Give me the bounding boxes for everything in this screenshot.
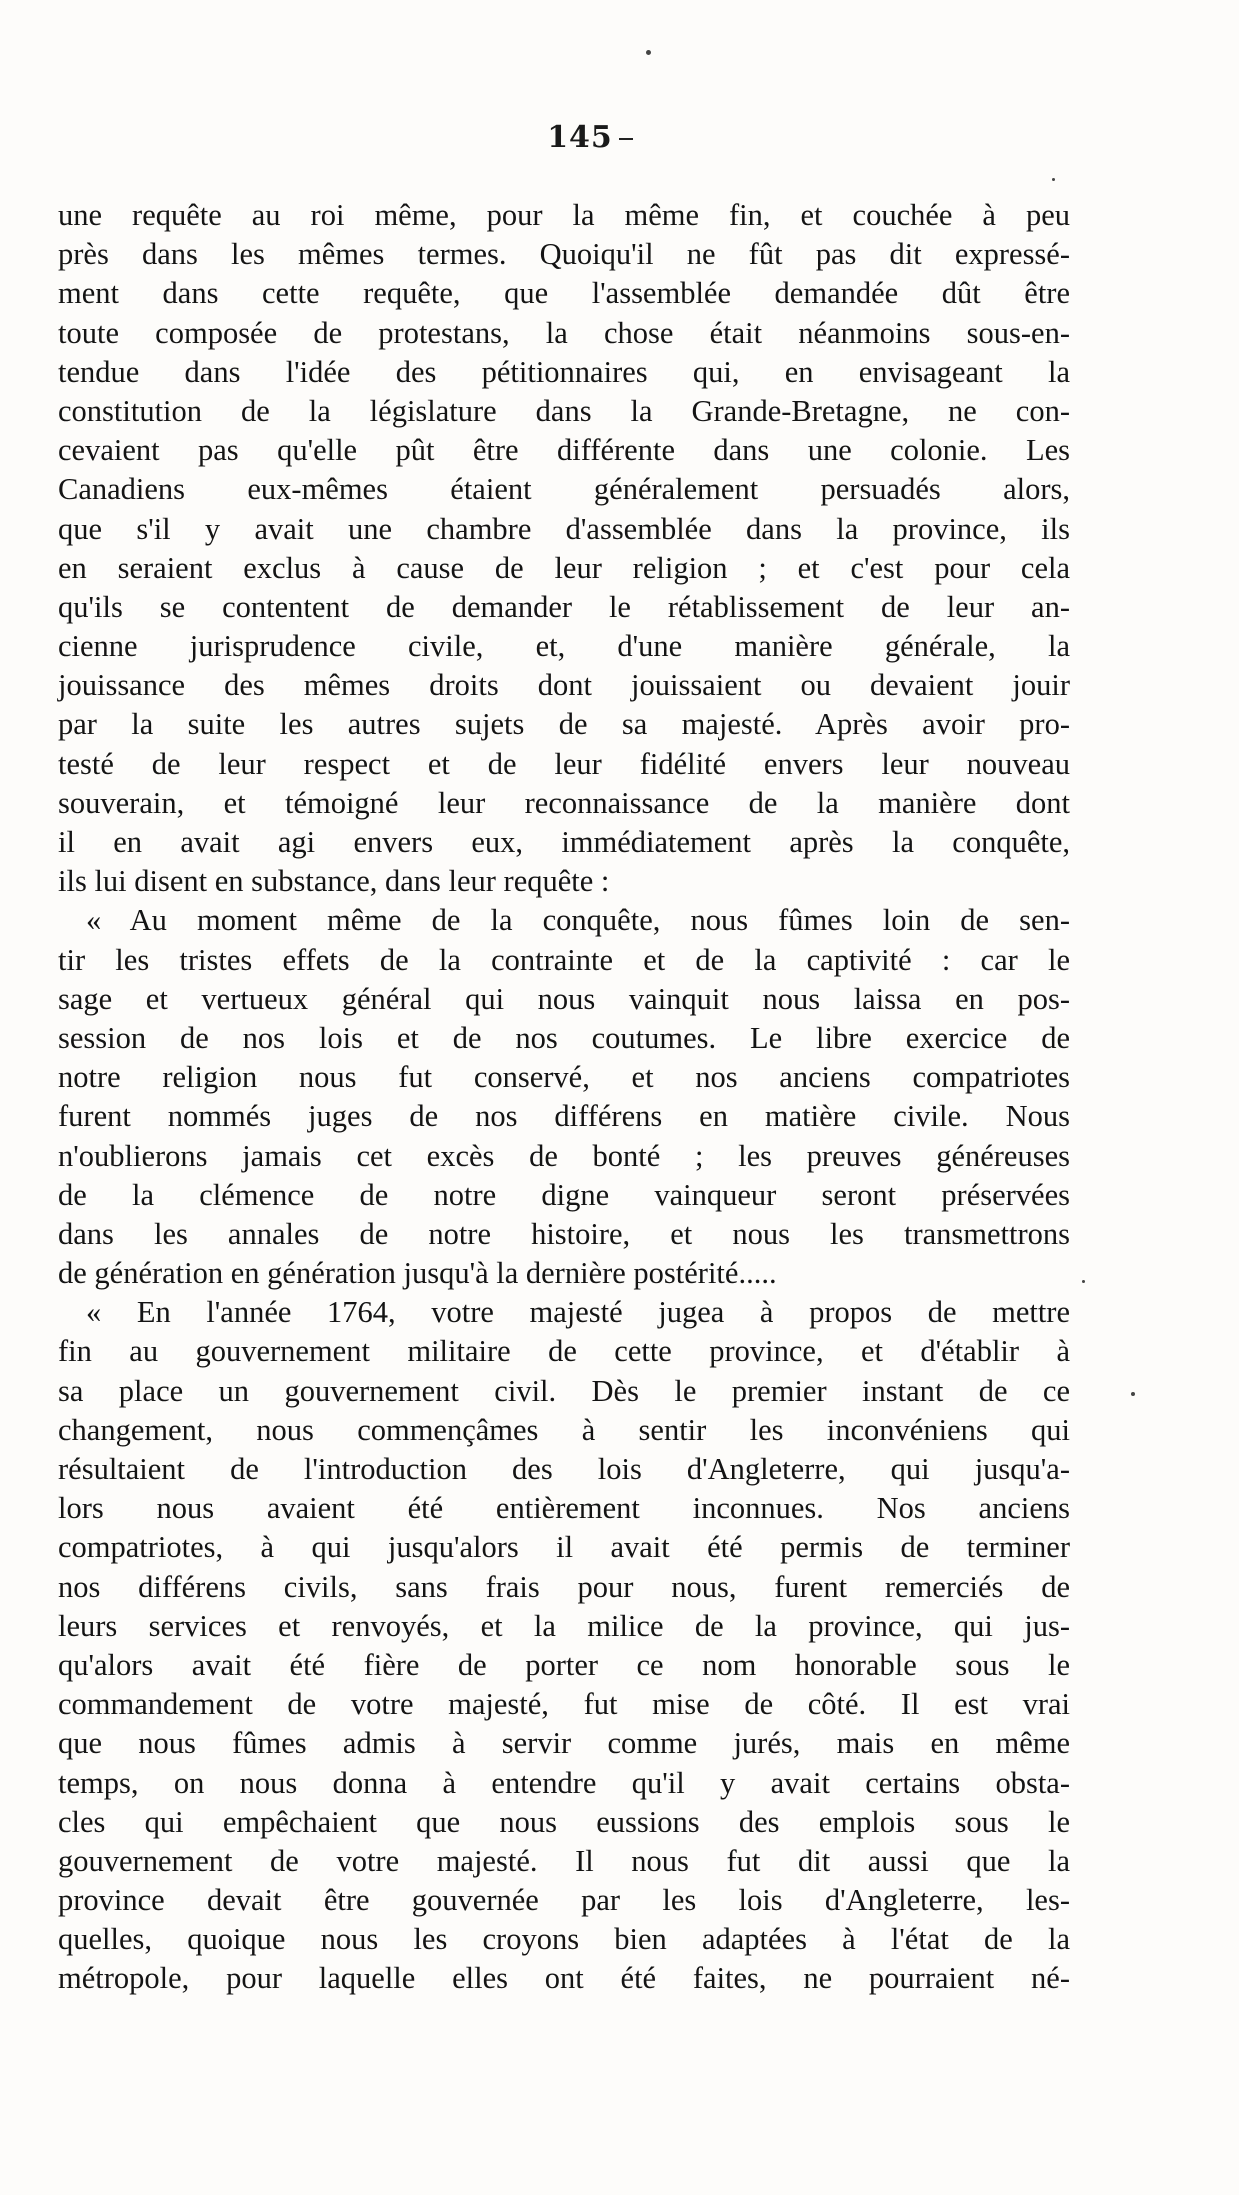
quote-line: leurs services et renvoyés, et la milice de la province, qui jus- <box>58 1608 1070 1643</box>
scan-speck <box>1052 178 1055 181</box>
quote-line: « En l'année 1764, votre majesté jugea à propos de mettre <box>86 1295 1070 1330</box>
quote-line: sa place un gouvernement civil. Dès le premier instant de ce <box>58 1373 1070 1408</box>
text-line: souverain, et témoigné leur reconnaissance de la manière dont <box>58 785 1070 820</box>
quote-line: notre religion nous fut conservé, et nos anciens compatriotes <box>58 1060 1070 1095</box>
quote-line: session de nos lois et de nos coutumes. Le libre exercice de <box>58 1020 1070 1055</box>
quote-line: furent nommés juges de nos différens en matière civile. Nous <box>58 1099 1070 1134</box>
page-number: 145 <box>540 120 640 155</box>
text-line: constitution de la législature dans la Grande-Bretagne, ne con- <box>58 393 1070 428</box>
text-line: Canadiens eux-mêmes étaient généralement persuadés alors, <box>58 472 1070 507</box>
quote-line: de génération en génération jusqu'à la dernière postérité..... <box>58 1256 777 1291</box>
scan-speck <box>1082 1280 1085 1283</box>
quote-line: province devait être gouvernée par les lois d'Angleterre, les- <box>58 1883 1070 1918</box>
text-line: une requête au roi même, pour la même fin, et couchée à peu <box>58 198 1070 232</box>
text-line: près dans les mêmes termes. Quoiqu'il ne fût pas dit expressé- <box>58 237 1070 272</box>
quote-line: « Au moment même de la conquête, nous fûmes loin de sen- <box>86 903 1070 938</box>
text-line: testé de leur respect et de leur fidélité envers leur nouveau <box>58 746 1070 781</box>
scan-speck <box>1131 1392 1135 1396</box>
quote-line: temps, on nous donna à entendre qu'il y avait certains obsta- <box>58 1765 1070 1800</box>
text-line: qu'ils se contentent de demander le rétablissement de leur an- <box>58 589 1070 624</box>
quote-line: commandement de votre majesté, fut mise de côté. Il est vrai <box>58 1687 1070 1722</box>
quote-line: changement, nous commençâmes à sentir les inconvéniens qui <box>58 1412 1070 1447</box>
text-line: jouissance des mêmes droits dont jouissaient ou devaient jouir <box>58 668 1070 703</box>
text-line: tendue dans l'idée des pétitionnaires qui, en envisageant la <box>58 354 1070 389</box>
quote-line: résultaient de l'introduction des lois d'Angleterre, qui jusqu'a- <box>58 1452 1070 1486</box>
text-line: par la suite les autres sujets de sa majesté. Après avoir pro- <box>58 707 1070 742</box>
quote-line: gouvernement de votre majesté. Il nous fut dit aussi que la <box>58 1843 1070 1878</box>
quote-line: cles qui empêchaient que nous eussions des emplois sous le <box>58 1804 1070 1839</box>
quote-line: sage et vertueux général qui nous vainquit nous laissa en pos- <box>58 981 1070 1016</box>
quote-line: n'oublierons jamais cet excès de bonté ; les preuves généreuses <box>58 1138 1070 1173</box>
text-line: cienne jurisprudence civile, et, d'une manière générale, la <box>58 629 1070 664</box>
quote-line: métropole, pour laquelle elles ont été faites, ne pourraient né- <box>58 1961 1070 1996</box>
scan-speck <box>646 50 651 55</box>
quote-line: tir les tristes effets de la contrainte et de la captivité : car le <box>58 942 1070 977</box>
text-line: que s'il y avait une chambre d'assemblée dans la province, ils <box>58 511 1070 546</box>
text-line: toute composée de protestans, la chose était néanmoins sous-en- <box>58 315 1070 350</box>
quote-line: compatriotes, à qui jusqu'alors il avait été permis de terminer <box>58 1530 1070 1565</box>
quote-line: que nous fûmes admis à servir comme jurés, mais en même <box>58 1726 1070 1761</box>
text-line: ment dans cette requête, que l'assemblée demandée dût être <box>58 276 1070 311</box>
text-line: il en avait agi envers eux, immédiatement après la conquête, <box>58 825 1070 859</box>
quote-line: quelles, quoique nous les croyons bien adaptées à l'état de la <box>58 1922 1070 1957</box>
quote-line: fin au gouvernement militaire de cette province, et d'établir à <box>58 1334 1070 1369</box>
text-line: en seraient exclus à cause de leur religion ; et c'est pour cela <box>58 550 1070 585</box>
text-line: cevaient pas qu'elle pût être différente dans une colonie. Les <box>58 433 1070 468</box>
quote-line: dans les annales de notre histoire, et nous les transmettrons <box>58 1216 1070 1251</box>
body-text <box>58 196 1070 1999</box>
quote-line: nos différens civils, sans frais pour nous, furent remerciés de <box>58 1569 1070 1604</box>
quote-line: lors nous avaient été entièrement inconnues. Nos anciens <box>58 1491 1070 1526</box>
quote-line: qu'alors avait été fière de porter ce nom honorable sous le <box>58 1647 1070 1682</box>
text-line: ils lui disent en substance, dans leur requête : <box>58 864 610 899</box>
quote-line: de la clémence de notre digne vainqueur seront préservées <box>58 1177 1070 1212</box>
